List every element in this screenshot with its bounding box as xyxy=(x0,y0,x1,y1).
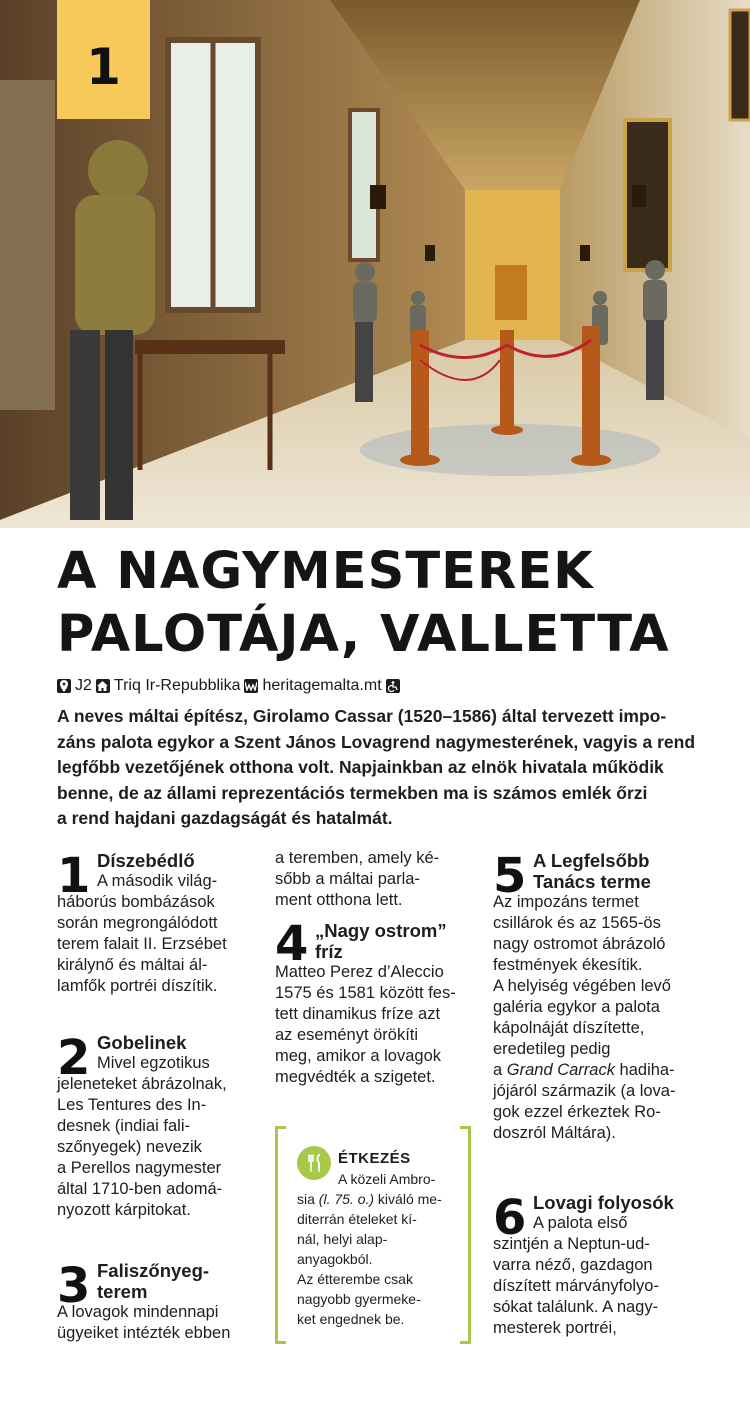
food-box-line: diterrán ételeket kí- xyxy=(297,1211,417,1227)
section-5-line: jójáról származik (a lova- xyxy=(493,1082,676,1100)
hero-photo xyxy=(0,0,750,528)
section-5-heading: A Legfelsőbb xyxy=(533,850,650,871)
food-box-line: A közeli Ambro- xyxy=(338,1171,436,1187)
food-box-line: Az étterembe csak xyxy=(297,1271,413,1287)
section-5-line: gok ezzel érkeztek Ro- xyxy=(493,1103,661,1121)
section-2-line: által 1710-ben adomá- xyxy=(57,1180,223,1198)
section-2-line: szőnyegek) nevezik xyxy=(57,1138,202,1156)
section-5-line: festmények ékesítik. xyxy=(493,956,643,974)
food-box-bracket-right xyxy=(460,1126,471,1344)
section-1-line: lamfők portréi díszítik. xyxy=(57,977,218,995)
section-1-line: során megrongálódott xyxy=(57,914,218,932)
section-5-text-part: hadiha- xyxy=(614,1061,675,1079)
food-box-line: anyagokból. xyxy=(297,1251,373,1267)
section-3-continued xyxy=(275,848,439,911)
section-1-number: 1 xyxy=(57,848,91,904)
section-2-line: Les Tentures des In- xyxy=(57,1096,207,1114)
food-box-text xyxy=(297,1169,442,1329)
map-pin-icon xyxy=(57,679,71,693)
section-6-line: díszített márványfolyo- xyxy=(493,1277,659,1295)
section-3-line: sőbb a máltai parla- xyxy=(275,870,420,888)
section-1-line: terem falait II. Erzsébet xyxy=(57,935,227,953)
website-link[interactable]: heritagemalta.mt xyxy=(262,677,382,694)
section-3 xyxy=(57,1260,230,1344)
section-5-line: A helyiség végében levő xyxy=(493,977,671,995)
section-6-heading: Lovagi folyosók xyxy=(533,1192,674,1213)
intro-line: záns palota egykor a Szent János Lovagrend nagymesterének, vagyis a rend xyxy=(57,731,696,752)
section-5-line: eredetileg pedig xyxy=(493,1040,611,1058)
section-4-line: tett dinamikus frízе azt xyxy=(275,1005,441,1023)
wheelchair-icon xyxy=(386,679,400,693)
section-1-heading: Díszebédlő xyxy=(97,850,195,871)
info-line xyxy=(57,677,400,695)
section-4-line: az eseményt örökíti xyxy=(275,1026,419,1044)
section-2-line: nyozott kárpitokat. xyxy=(57,1201,191,1219)
section-5-heading: Tanács terme xyxy=(533,871,651,892)
section-4-heading: fríz xyxy=(315,941,343,962)
section-2 xyxy=(57,1032,227,1221)
section-1-line: A második világ- xyxy=(97,872,218,890)
food-box-line: nál, helyi alap- xyxy=(297,1231,388,1247)
section-5-line: Az impozáns termet xyxy=(493,893,639,911)
intro-line: a rend hajdani gazdagságát és hatalmát. xyxy=(57,808,393,828)
section-1-line: háborús bombázások xyxy=(57,893,215,911)
section-5-number: 5 xyxy=(493,848,527,904)
section-5-line: csillárok és az 1565-ös xyxy=(493,914,661,932)
section-5 xyxy=(493,850,675,1144)
section-3-number: 3 xyxy=(57,1258,91,1314)
food-box-text-part: sia xyxy=(297,1191,319,1207)
food-box-page-ref: (l. 75. o.) xyxy=(318,1191,375,1207)
section-5-text-part: a xyxy=(493,1061,507,1079)
section-number-badge xyxy=(57,0,150,119)
grid-reference: J2 xyxy=(75,677,92,694)
section-4-line: 1575 és 1581 között fes- xyxy=(275,984,456,1002)
intro-line: A neves máltai építész, Girolamo Cassar (1520–1586) által tervezett impo- xyxy=(57,706,667,726)
badge-number: 1 xyxy=(86,38,121,96)
intro-line: legfőbb vezetőjének otthona volt. Napjainkban az elnök hivatala működik xyxy=(57,757,664,777)
section-2-number: 2 xyxy=(57,1030,91,1086)
section-3-line: A lovagok mindennapi xyxy=(57,1303,219,1321)
section-3-heading: Faliszőnyeg- xyxy=(97,1260,210,1281)
section-2-line: desnek (indiai fali- xyxy=(57,1117,190,1135)
title-line-1: A NAGYMESTEREK xyxy=(57,542,594,601)
section-4 xyxy=(275,916,456,1088)
section-5-line: kápolnáját díszítette, xyxy=(493,1019,645,1037)
section-5-line: galéria egykor a palota xyxy=(493,998,660,1016)
section-4-line: Matteo Perez d’Aleccio xyxy=(275,963,444,981)
section-2-line: a Perellos nagymester xyxy=(57,1159,222,1177)
web-icon xyxy=(244,679,258,693)
section-6-line: varra néző, gazdagon xyxy=(493,1256,653,1274)
section-4-heading: „Nagy ostrom” xyxy=(315,920,447,941)
section-5-line xyxy=(493,1060,675,1081)
intro-paragraph xyxy=(57,704,696,832)
house-icon xyxy=(96,679,110,693)
food-box-bracket-left xyxy=(275,1126,286,1344)
section-1 xyxy=(57,850,227,997)
section-6-line: mesterek portréi, xyxy=(493,1319,617,1337)
section-2-heading: Gobelinek xyxy=(97,1032,187,1053)
address: Triq Ir-Repubblika xyxy=(113,677,241,694)
title-line-2: PALOTÁJA, VALLETTA xyxy=(57,605,670,664)
page-title xyxy=(57,540,737,666)
food-box-heading: ÉTKEZÉS xyxy=(338,1150,411,1167)
section-4-number: 4 xyxy=(275,916,309,972)
section-1-line: királynő és máltai ál- xyxy=(57,956,208,974)
section-3-line: ment otthona lett. xyxy=(275,891,403,909)
section-5-line: doszról Máltára). xyxy=(493,1124,616,1142)
section-2-line: jeleneteket ábrázolnak, xyxy=(57,1075,227,1093)
section-6-line: sókat találunk. A nagy- xyxy=(493,1298,659,1316)
intro-line: benne, de az állami reprezentációs termekben ma is számos emlék őrzi xyxy=(57,782,648,803)
section-6-line: szintjén a Neptun-ud- xyxy=(493,1235,650,1253)
section-3-line: a teremben, amely ké- xyxy=(275,849,440,867)
section-3-line: ügyeiket intézték ebben xyxy=(57,1324,231,1342)
section-6-number: 6 xyxy=(493,1190,527,1246)
food-box-line xyxy=(297,1189,442,1209)
section-6 xyxy=(493,1192,674,1339)
food-box-line: ket engednek be. xyxy=(297,1311,405,1327)
section-3-heading: terem xyxy=(97,1281,148,1302)
section-2-line: Mivel egzotikus xyxy=(97,1054,210,1072)
section-5-line: nagy ostromot ábrázoló xyxy=(493,935,666,953)
food-box-text-part: kiváló me- xyxy=(374,1191,442,1207)
section-6-line: A palota első xyxy=(533,1214,628,1232)
section-4-line: meg, amikor a lovagok xyxy=(275,1047,441,1065)
food-box-line: nagyobb gyermeke- xyxy=(297,1291,421,1307)
ship-name: Grand Carrack xyxy=(506,1061,615,1079)
section-4-line: megvédték a szigetet. xyxy=(275,1068,436,1086)
